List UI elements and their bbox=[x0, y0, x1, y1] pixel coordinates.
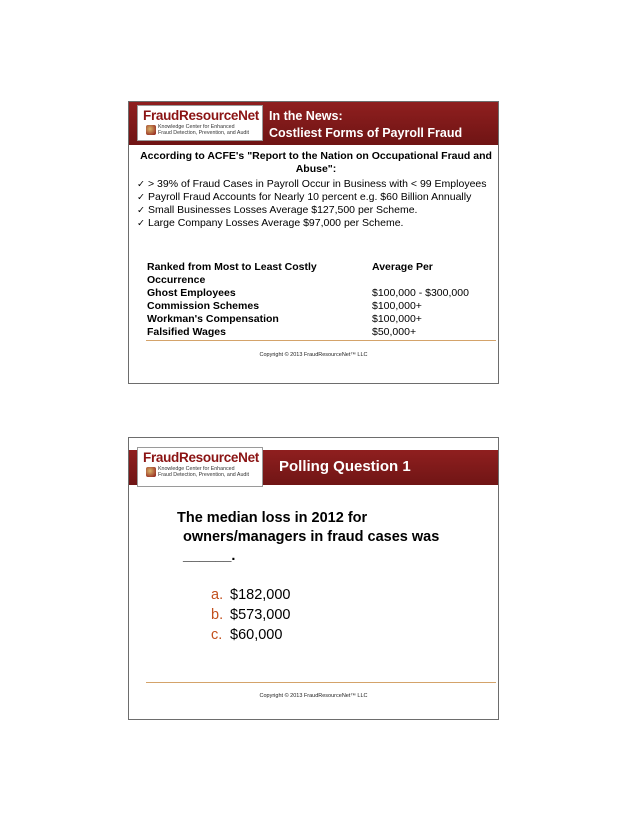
column-header-rank: Ranked from Most to Least Costly bbox=[147, 261, 317, 273]
column-header-rank-continued: Occurrence bbox=[147, 274, 206, 286]
checkmark-icon: ✓ bbox=[137, 205, 145, 216]
average-loss: $100,000+ bbox=[372, 313, 422, 325]
answer-text: $182,000 bbox=[230, 587, 291, 603]
checkmark-icon: ✓ bbox=[137, 218, 145, 229]
list-item: ✓ Large Company Losses Average $97,000 per Scheme. bbox=[137, 217, 404, 229]
table-header-row-continued bbox=[147, 274, 487, 287]
fraud-type: Falsified Wages bbox=[147, 326, 226, 338]
checkmark-icon: ✓ bbox=[137, 192, 145, 203]
fraud-type: Ghost Employees bbox=[147, 287, 236, 299]
logo-name: FraudResourceNet bbox=[143, 108, 259, 123]
table-row bbox=[147, 300, 487, 313]
copyright-notice: Copyright © 2013 FraudResourceNet™ LLC bbox=[259, 352, 368, 358]
answer-option bbox=[211, 585, 290, 605]
footer-divider bbox=[146, 682, 496, 683]
table-row bbox=[147, 287, 487, 300]
answer-option bbox=[211, 625, 290, 645]
costliest-fraud-table bbox=[147, 261, 487, 339]
fraud-type: Workman's Compensation bbox=[147, 313, 279, 325]
logo-emblem-icon bbox=[146, 125, 156, 135]
answer-option bbox=[211, 605, 290, 625]
poll-question-line2: owners/managers in fraud cases was bbox=[183, 529, 440, 545]
logo-tagline: Knowledge Center for Enhanced Fraud Detection, Prevention, and Audit bbox=[158, 466, 249, 478]
slide-polling-question bbox=[128, 437, 499, 720]
fraud-type: Commission Schemes bbox=[147, 300, 260, 312]
logo-emblem-icon bbox=[146, 467, 156, 477]
copyright-notice: Copyright © 2013 FraudResourceNet™ LLC bbox=[259, 693, 368, 699]
logo-tagline: Knowledge Center for Enhanced Fraud Detection, Prevention, and Audit bbox=[158, 124, 249, 136]
footer-divider bbox=[146, 340, 496, 341]
poll-question bbox=[177, 509, 467, 566]
list-item: ✓ > 39% of Fraud Cases in Payroll Occur in Business with < 99 Employees bbox=[137, 178, 487, 190]
logo-name: FraudResourceNet bbox=[143, 450, 259, 465]
table-row bbox=[147, 326, 487, 339]
column-header-average: Average Per bbox=[372, 261, 433, 273]
fraud-stats-list bbox=[137, 178, 497, 230]
checkmark-icon: ✓ bbox=[137, 179, 145, 190]
acfe-report-heading: According to ACFE's "Report to the Nation on Occupational Fraud and Abuse": bbox=[140, 150, 492, 175]
answer-options bbox=[211, 585, 290, 645]
slide-title-line2: Costliest Forms of Payroll Fraud bbox=[269, 126, 463, 140]
fraudresourcenet-logo bbox=[137, 105, 263, 141]
answer-letter: c. bbox=[211, 627, 223, 643]
table-row bbox=[147, 313, 487, 326]
list-item: ✓ Small Businesses Losses Average $127,500 per Scheme. bbox=[137, 204, 418, 216]
answer-letter: a. bbox=[211, 587, 224, 603]
answer-text: $60,000 bbox=[230, 627, 283, 643]
slide-title: Polling Question 1 bbox=[279, 458, 411, 475]
fraudresourcenet-logo bbox=[137, 447, 263, 487]
slide-costliest-payroll-fraud bbox=[128, 101, 499, 384]
slide-title-line1: In the News: bbox=[269, 109, 343, 123]
slide-header bbox=[129, 450, 498, 485]
answer-text: $573,000 bbox=[230, 607, 291, 623]
slide-header bbox=[129, 102, 498, 145]
poll-question-line1: The median loss in 2012 for bbox=[177, 510, 368, 526]
average-loss: $100,000+ bbox=[372, 300, 422, 312]
answer-letter: b. bbox=[211, 607, 224, 623]
average-loss: $100,000 - $300,000 bbox=[372, 287, 469, 299]
poll-question-line3: ______. bbox=[183, 548, 236, 564]
average-loss: $50,000+ bbox=[372, 326, 417, 338]
table-header-row bbox=[147, 261, 487, 274]
list-item: ✓ Payroll Fraud Accounts for Nearly 10 percent e.g. $60 Billion Annually bbox=[137, 191, 472, 203]
